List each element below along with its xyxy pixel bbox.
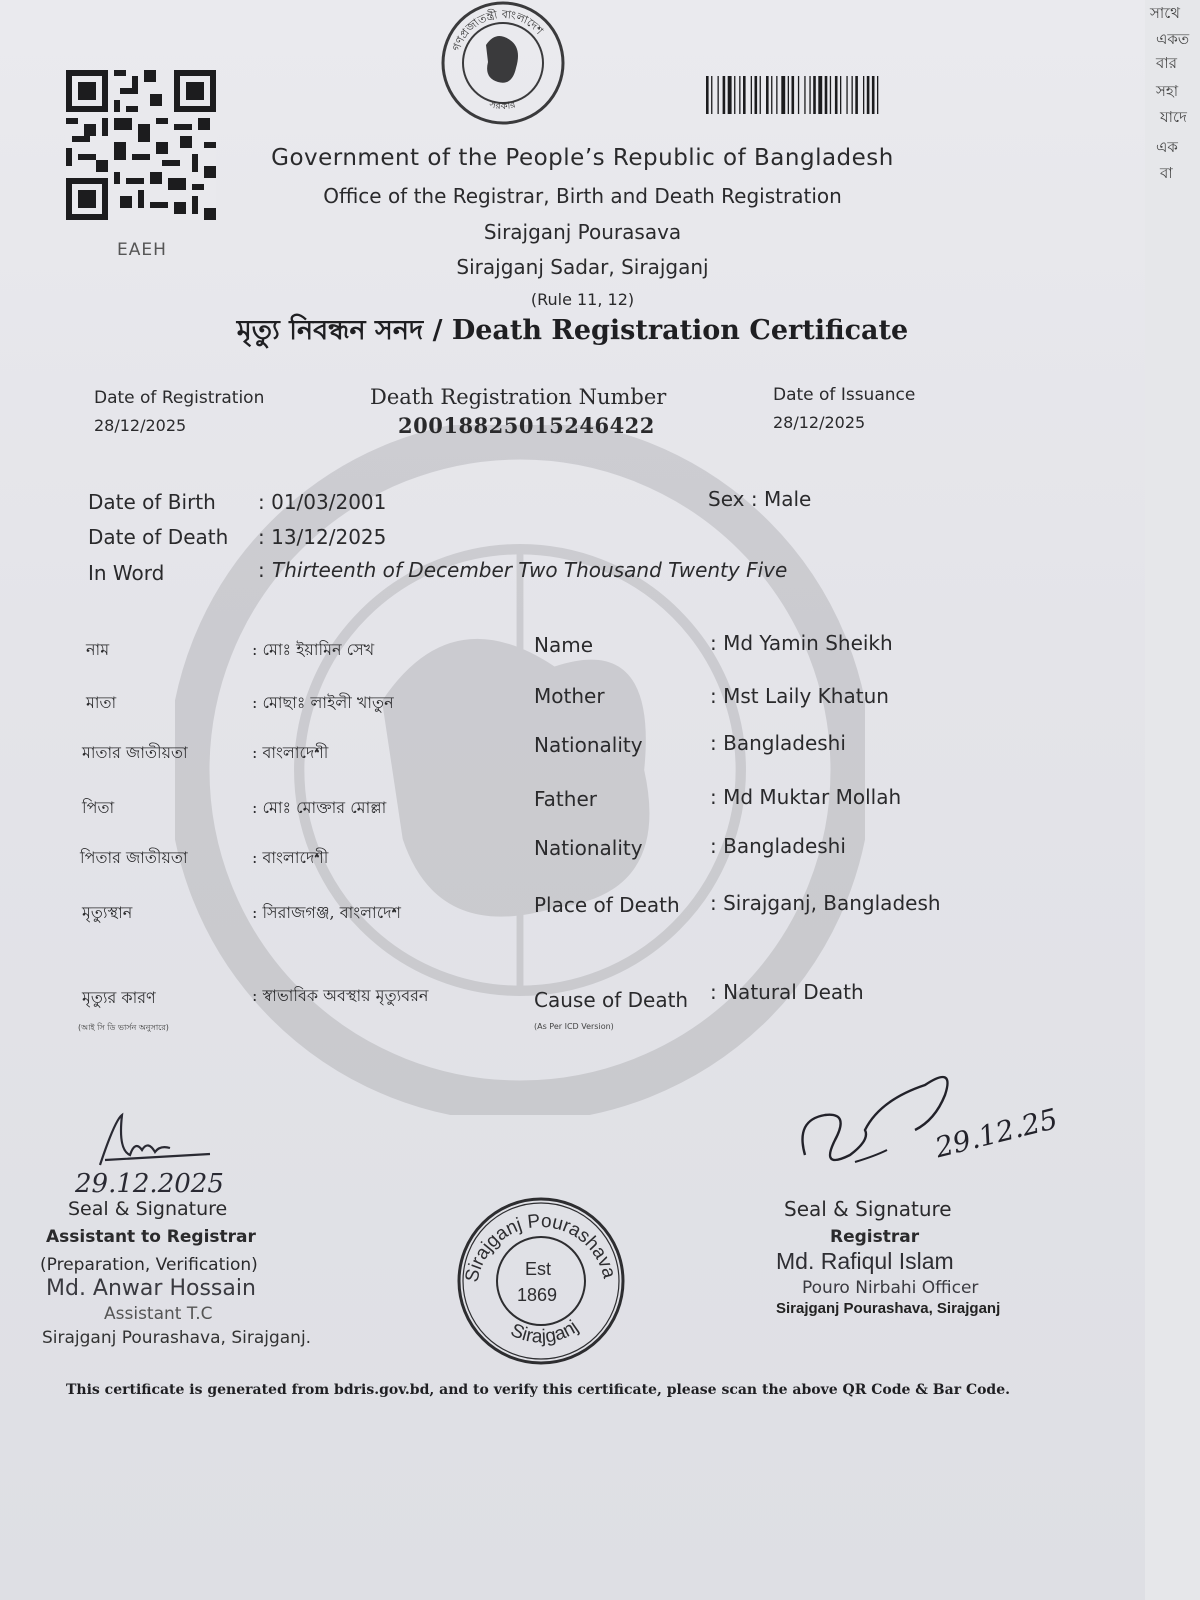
pourashava-seal-icon — [455, 1195, 627, 1367]
bangla-father-label: পিতা — [82, 798, 115, 817]
barcode-bar — [825, 76, 828, 114]
english-cause-note: (As Per ICD Version) — [534, 1022, 614, 1031]
registrar-seal-label: Seal & Signature — [784, 1197, 952, 1221]
barcode-bar — [798, 76, 799, 114]
in-word-label: In Word — [88, 561, 165, 585]
barcode-bar — [846, 76, 847, 114]
barcode-bar — [771, 76, 772, 114]
father-value: : Md Muktar Mollah — [710, 785, 902, 809]
barcode-icon[interactable] — [706, 76, 974, 114]
death-cause-label: Cause of Death — [534, 988, 689, 1012]
assistant-title: Assistant T.C — [104, 1304, 213, 1324]
registrar-signature-icon — [795, 1060, 1075, 1190]
assistant-purpose: (Preparation, Verification) — [40, 1255, 258, 1275]
barcode-bar — [818, 76, 822, 114]
government-emblem-icon — [438, 0, 568, 130]
assistant-office: Sirajganj Pourashava, Sirajganj. — [42, 1328, 312, 1348]
barcode-bar — [792, 76, 795, 114]
header-location: Sirajganj Sadar, Sirajganj — [456, 255, 709, 279]
barcode-bar — [760, 76, 761, 114]
verification-footer: This certificate is generated from bdris.gov.bd, and to verify this certificate, please scan the above QR Code & Bar Code. — [66, 1382, 1010, 1398]
bangla-name-value: : মোঃ ইয়ামিন সেখ — [252, 640, 375, 659]
qr-caption: EAEH — [117, 240, 167, 260]
barcode-bar — [706, 76, 709, 114]
bangla-mother-nationality-label: মাতার জাতীয়তা — [82, 743, 188, 762]
birth-date-label: Date of Birth — [88, 490, 216, 514]
bangla-mother-label: মাতা — [86, 693, 117, 712]
in-word-value: Thirteenth of December Two Thousand Twenty Five — [272, 558, 788, 582]
bangla-death-place-value: : সিরাজগঞ্জ, বাংলাদেশ — [252, 903, 402, 922]
back-page-text: সাথে — [1150, 4, 1180, 22]
in-word-colon: : — [258, 558, 265, 582]
barcode-bar — [739, 76, 740, 114]
barcode-bar — [776, 76, 777, 114]
barcode-bar — [867, 76, 870, 114]
father-nationality-value: : Bangladeshi — [710, 834, 846, 858]
certificate-title: মৃত্যু নিবন্ধন সনদ / Death Registration Certificate — [236, 315, 909, 346]
death-place-label: Place of Death — [534, 893, 680, 917]
header-office: Office of the Registrar, Birth and Death Registration — [323, 184, 842, 208]
barcode-bar — [813, 76, 816, 114]
barcode-bar — [743, 76, 746, 114]
barcode-bar — [855, 76, 858, 114]
registrar-office: Sirajganj Pourashava, Sirajganj — [776, 1300, 1001, 1317]
registration-date-value: 28/12/2025 — [94, 416, 187, 435]
barcode-bar — [734, 76, 735, 114]
svg-text:সরকার — [487, 99, 517, 112]
bangla-cause-note: (আই সি ডি ভার্সন অনুসারে) — [78, 1023, 169, 1032]
bangla-mother-nationality-value: : বাংলাদেশী — [252, 743, 329, 762]
registrar-signature-date: 29.12.25 — [931, 1102, 1061, 1165]
barcode-bar — [755, 76, 758, 114]
bangla-father-nationality-label: পিতার জাতীয়তা — [80, 848, 188, 867]
name-value: : Md Yamin Sheikh — [710, 631, 893, 655]
assistant-signature-date: 29.12.2025 — [75, 1169, 224, 1199]
barcode-bar — [840, 76, 841, 114]
registration-number-label: Death Registration Number — [370, 385, 667, 409]
barcode-bar — [766, 76, 769, 114]
mother-nationality-value: : Bangladeshi — [710, 731, 846, 755]
registration-number-value: 20018825015246422 — [398, 413, 655, 438]
emblem-bottom-text: সরকার — [488, 99, 517, 113]
death-cause-value: : Natural Death — [710, 980, 864, 1004]
seal-bottom-text: Sirajganj — [507, 1316, 583, 1348]
back-page-text: বা — [1160, 164, 1173, 182]
bangla-mother-value: : মোছাঃ লাইলী খাতুন — [252, 693, 394, 712]
barcode-bar — [809, 76, 810, 114]
father-label: Father — [534, 787, 597, 811]
bangla-father-nationality-value: : বাংলাদেশী — [252, 848, 329, 867]
registrar-role: Registrar — [830, 1227, 920, 1247]
bangla-name-label: নাম — [86, 640, 110, 659]
barcode-bar — [830, 76, 831, 114]
svg-text:Sirajganj — [507, 1317, 582, 1348]
mother-nationality-label: Nationality — [534, 733, 643, 757]
assistant-name: Md. Anwar Hossain — [46, 1276, 256, 1301]
barcode-bar — [863, 76, 864, 114]
back-page-text: যাদে — [1160, 108, 1187, 126]
name-label: Name — [534, 633, 594, 657]
death-date-value: : 13/12/2025 — [258, 525, 387, 549]
barcode-bar — [723, 76, 726, 114]
header-rule: (Rule 11, 12) — [530, 290, 635, 309]
barcode-bar — [852, 76, 853, 114]
assistant-seal-label: Seal & Signature — [68, 1198, 228, 1220]
emblem-top-text: গণপ্রজাতন্ত্রী বাংলাদেশ — [449, 7, 546, 53]
back-page-text: বার — [1156, 54, 1177, 72]
issuance-date-label: Date of Issuance — [773, 385, 916, 405]
header-government: Government of the People’s Republic of Bangladesh — [271, 145, 894, 171]
back-page-text: এক — [1156, 138, 1178, 156]
issuance-date-value: 28/12/2025 — [773, 413, 866, 432]
barcode-bar — [728, 76, 732, 114]
death-date-label: Date of Death — [88, 525, 229, 549]
registrar-name: Md. Rafiqul Islam — [776, 1248, 954, 1274]
barcode-bar — [751, 76, 752, 114]
back-page-text: একত — [1156, 30, 1190, 48]
barcode-bar — [835, 76, 838, 114]
barcode-bar — [804, 76, 805, 114]
barcode-bar — [781, 76, 785, 114]
assistant-role: Assistant to Registrar — [46, 1227, 256, 1247]
sex-value: Sex : Male — [708, 487, 812, 511]
barcode-bar — [711, 76, 712, 114]
bangla-father-value: : মোঃ মোক্তার মোল্লা — [252, 798, 387, 817]
back-page-text: সহা — [1156, 82, 1179, 100]
seal-est: Est — [525, 1259, 552, 1279]
registration-date-label: Date of Registration — [94, 388, 265, 408]
seal-top-text: Sirajganj Pourashava — [461, 1210, 620, 1285]
barcode-bar — [718, 76, 719, 114]
bangla-death-place-label: মৃত্যুস্থান — [82, 903, 133, 922]
seal-year: 1869 — [517, 1285, 558, 1305]
death-place-value: : Sirajganj, Bangladesh — [710, 891, 941, 915]
assistant-signature-icon — [60, 1110, 300, 1200]
barcode-bar — [872, 76, 875, 114]
birth-date-value: : 01/03/2001 — [258, 490, 387, 514]
barcode-bar — [788, 76, 789, 114]
barcode-bar — [877, 76, 878, 114]
father-nationality-label: Nationality — [534, 836, 643, 860]
mother-value: : Mst Laily Khatun — [710, 684, 889, 708]
bangla-death-cause-value: : স্বাভাবিক অবস্থায় মৃত্যুবরন — [252, 986, 429, 1005]
mother-label: Mother — [534, 684, 605, 708]
registrar-title: Pouro Nirbahi Officer — [802, 1278, 979, 1298]
header-pourasava: Sirajganj Pourasava — [483, 220, 682, 244]
bangla-death-cause-label: মৃত্যুর কারণ — [82, 988, 156, 1007]
